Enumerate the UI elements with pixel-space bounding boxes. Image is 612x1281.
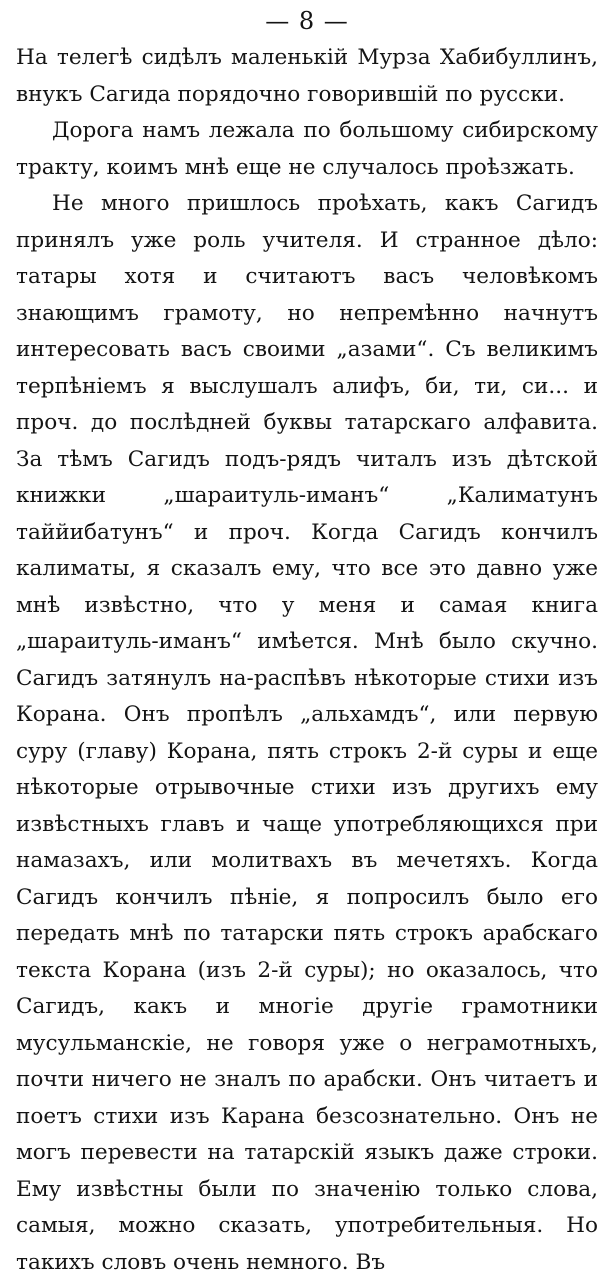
paragraph: На телегѣ сидѣлъ маленькій Мурза Хабибуллинъ, внукъ Сагида порядочно говорившій по русски.	[16, 45, 598, 107]
body-text	[16, 40, 598, 1281]
paragraph: Не много пришлось проѣхать, какъ Сагидъ принялъ уже роль учителя. И странное дѣло: татары хотя и считаютъ васъ человѣкомъ знающимъ грамоту, но непремѣнно начнутъ интересовать васъ своими „азами“. Съ великимъ терпѣніемъ я выслушалъ алифъ, би, ти, си... и проч. до послѣдней буквы татарскаго алфавита. За тѣмъ Сагидъ подъ-рядъ читалъ изъ дѣтской книжки „шараитуль-иманъ“ „Калиматунъ таййибатунъ“ и проч. Когда Сагидъ кончилъ калиматы, я сказалъ ему, что все это давно уже мнѣ извѣстно, что у меня и самая книга „шараитуль-иманъ“ имѣется. Мнѣ было скучно. Сагидъ затянулъ на-распѣвъ нѣкоторые стихи изъ Корана. Онъ пропѣлъ „альхамдъ“, или первую суру (главу) Корана, пять строкъ 2-й суры и еще нѣкоторые отрывочные стихи изъ другихъ ему извѣстныхъ главъ и чаще употребляющихся при намазахъ, или молитвахъ въ мечетяхъ. Когда Сагидъ кончилъ пѣніе, я попросилъ было его передать мнѣ по татарски пять строкъ арабскаго текста Корана (изъ 2-й суры); но оказалось, что Сагидъ, какъ и многіе другіе грамотники мусульманскіе, не говоря уже о неграмотныхъ, почти ничего не зналъ по арабски. Онъ читаетъ и поетъ стихи изъ Карана безсознательно. Онъ не могъ перевести на татарскій языкъ даже строки. Ему извѣстны были по значенію только слова, самыя, можно сказать, употребительныя. Но такихъ словъ очень немного. Въ	[16, 191, 598, 1275]
page-number: — 8 —	[265, 7, 349, 35]
paragraph: Дорога намъ лежала по большому сибирскому тракту, коимъ мнѣ еще не случалось проѣзжать.	[16, 118, 598, 180]
